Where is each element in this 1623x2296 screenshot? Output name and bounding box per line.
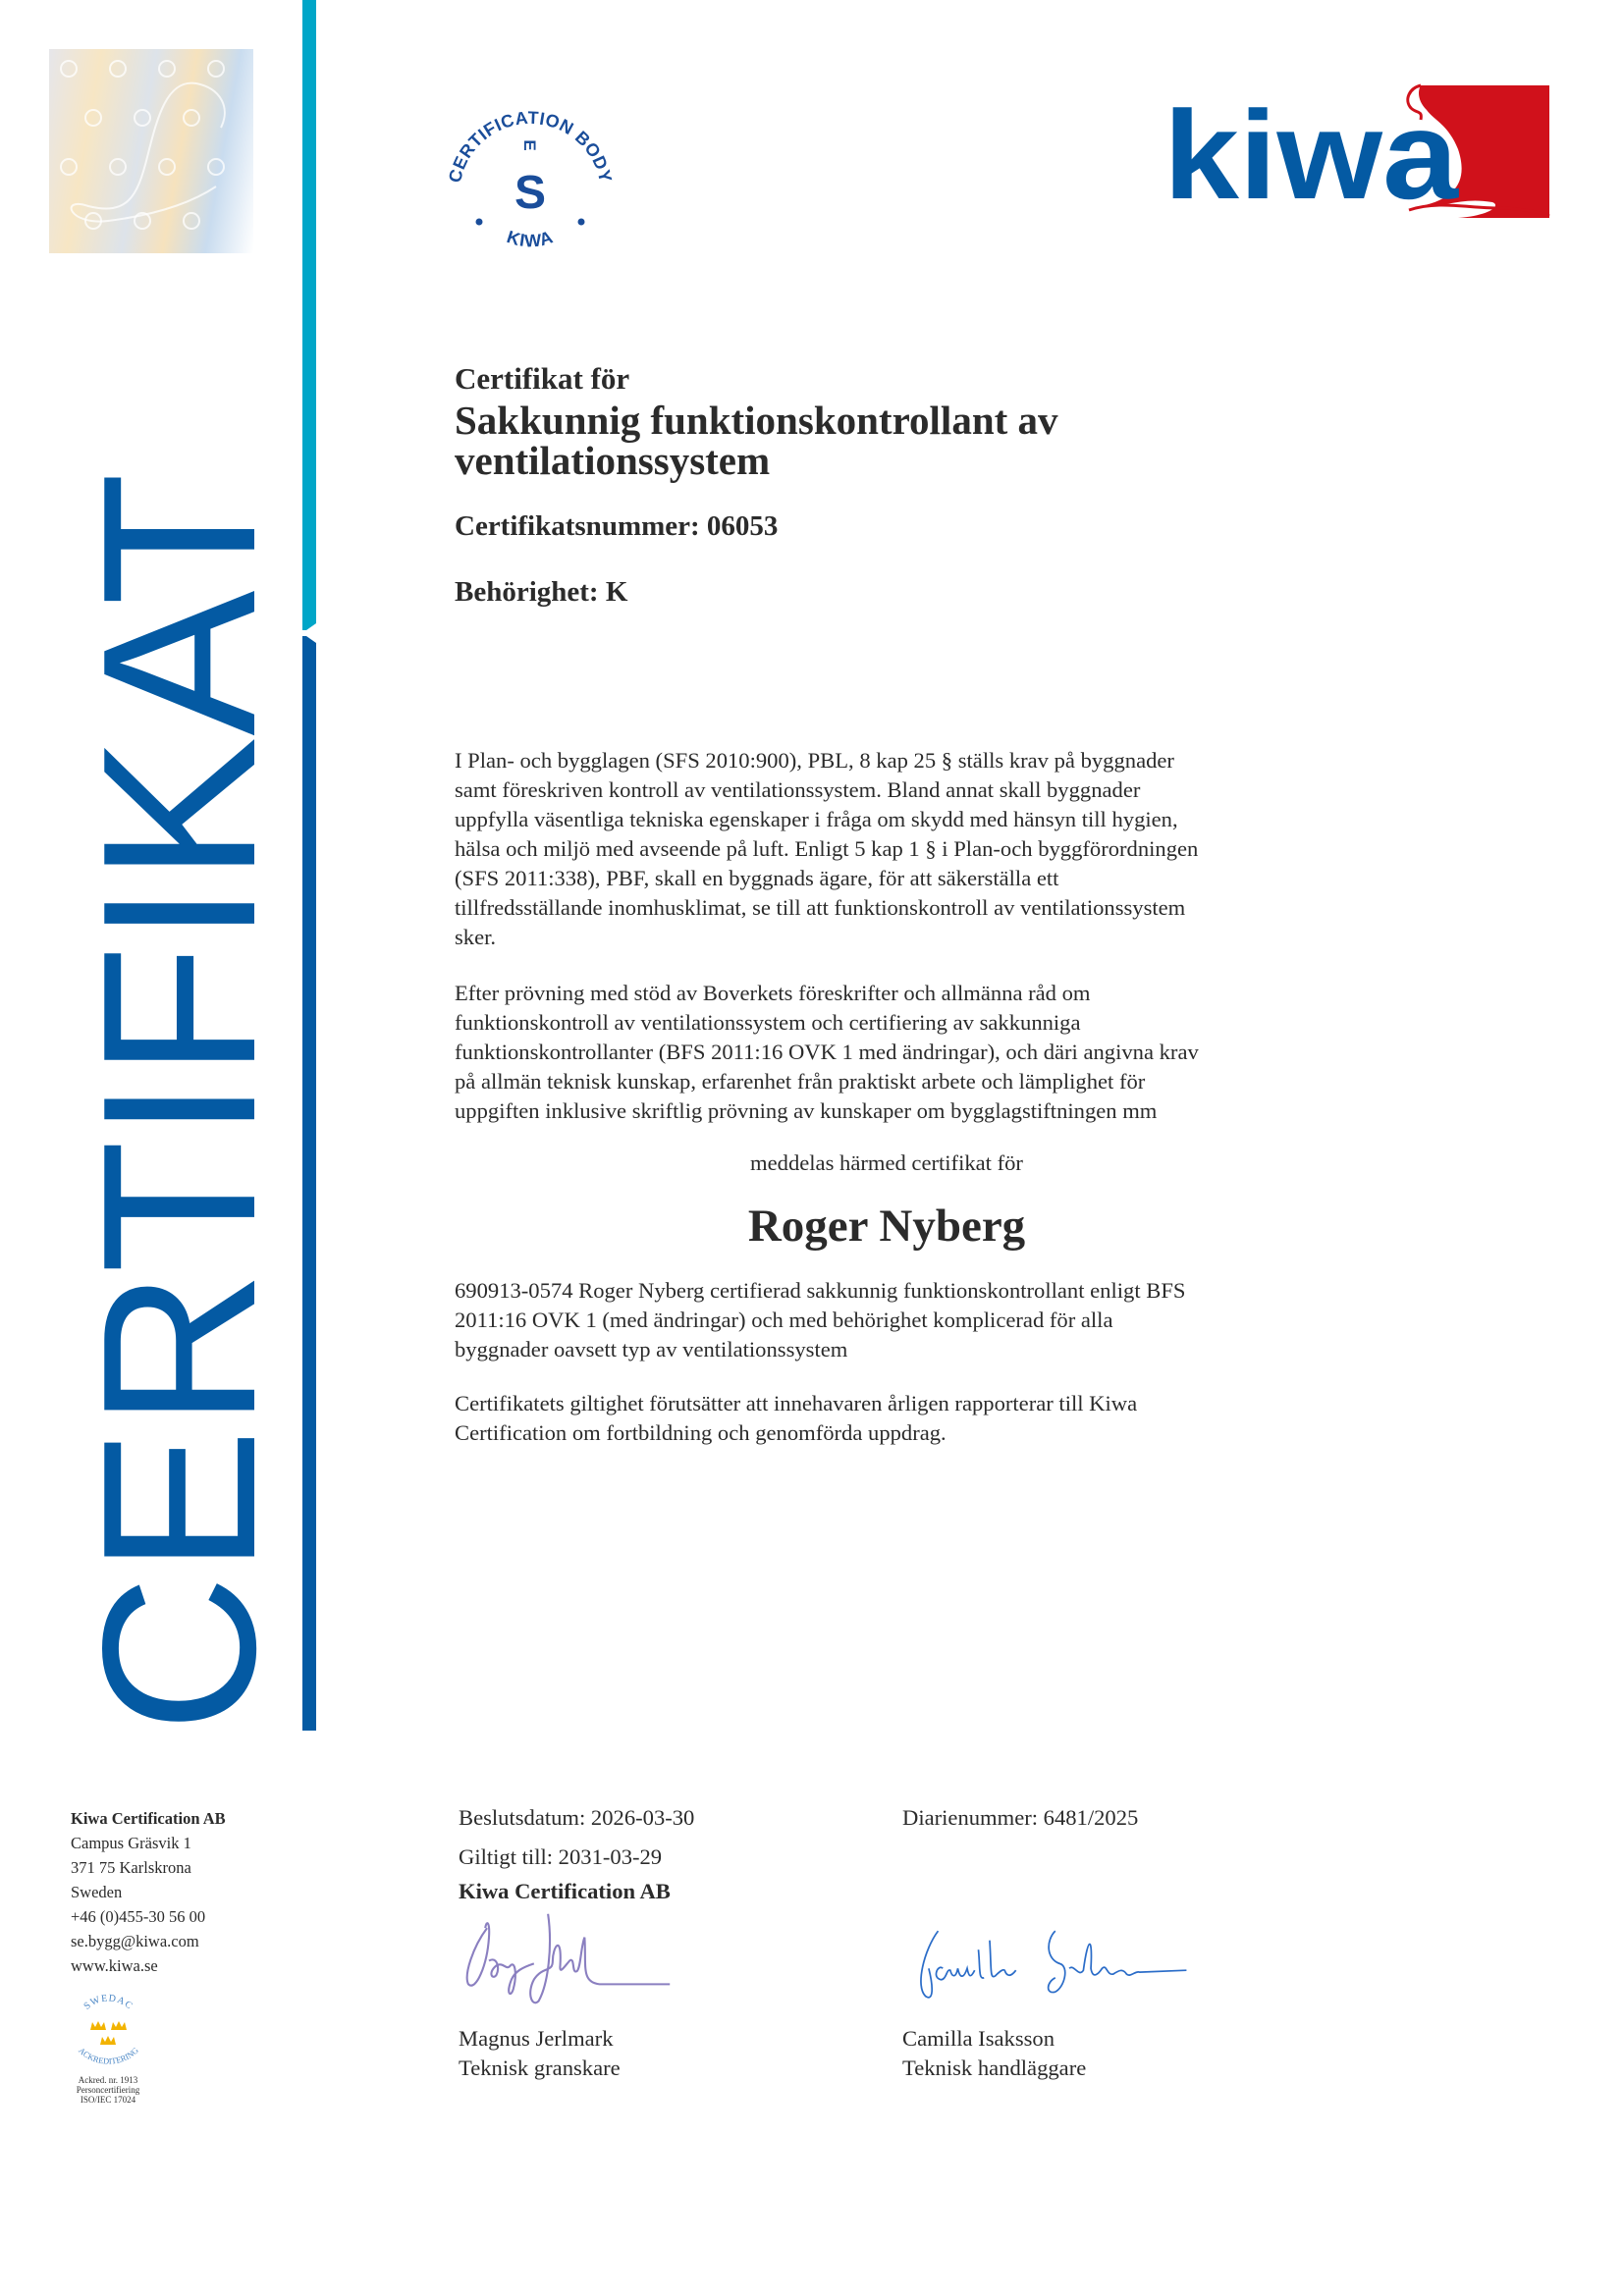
hereby-statement: meddelas härmed certifikat för [750,1150,1023,1175]
examination-paragraph [455,979,1338,1126]
paragraph-line: samt föreskriven kontroll av ventilationssystem. Bland annat skall byggnader [455,777,1141,802]
competence-level: Behörighet: K [455,576,628,608]
svg-text:ACKREDITERING [77,2046,140,2066]
certificate-holder-name: Roger Nyberg [747,1201,1026,1252]
address-line: Campus Gräsvik 1 [71,1834,191,1852]
decision-date: Beslutsdatum: 2026-03-30 [459,1805,695,1830]
certificate-title [455,400,1338,481]
vertical-accent-bar-teal [302,0,316,623]
valid-until-date: Giltigt till: 2031-03-29 [459,1844,663,1869]
postal-line: 371 75 Karlskrona [71,1858,191,1877]
legal-basis-paragraph [455,746,1338,952]
certificate-title-line: ventilationssystem [455,438,771,483]
sidebar-org-name: Kiwa Certification AB [71,1809,226,1828]
swedac-accreditation-logo [57,1993,160,2071]
certificate-number: Certifikatsnummer: 06053 [455,510,779,542]
paragraph-line: (SFS 2011:338), PBF, skall en byggnads ägare, för att säkerställa ett [455,866,1059,890]
paragraph-line: 690913-0574 Roger Nyberg certifierad sakkunnig funktionskontrollant enligt BFS [455,1278,1186,1303]
paragraph-line: uppfylla väsentliga tekniska egenskaper i fråga om skydd med hänsyn till hygien, [455,807,1178,831]
paragraph-line: Certifikatets giltighet förutsätter att innehavaren årligen rapporterar till Kiwa [455,1391,1138,1415]
paragraph-line: funktionskontrollanter (BFS 2011:16 OVK 1 med ändringar), och däri angivna krav [455,1040,1199,1064]
signature-camilla-isaksson [898,1912,1203,2015]
cert-for-label: Certifikat för [455,361,630,396]
sidebar-contact-block [71,1831,205,1978]
vertical-accent-bar-blue [302,643,316,1731]
validity-condition-paragraph [455,1389,1338,1448]
diary-number: Diarienummer: 6481/2025 [902,1805,1139,1830]
svg-text:KIWA [505,227,556,251]
swedac-ring-top: SWEDAC [81,1993,135,2012]
seal-ring-top-text: CERTIFICATION BODY [445,107,616,185]
paragraph-line: uppgiften inklusive skriftlig prövning av kunskaper om bygglagstiftningen mm [455,1098,1158,1123]
accreditation-standard: ISO/IEC 17024 [80,2095,136,2105]
holder-certification-paragraph [455,1276,1338,1364]
country-line: Sweden [71,1883,123,1901]
swedac-ring-bottom: ACKREDITERING [77,2045,140,2066]
accreditation-number: Ackred. nr. 1913 [78,2075,138,2085]
certification-body-seal-logo [442,86,619,258]
beaver-pattern-image [49,49,253,253]
paragraph-line: 2011:16 OVK 1 (med ändringar) och med behörighet komplicerad för alla [455,1308,1113,1332]
swedac-accreditation-text [54,2075,162,2105]
paragraph-line: på allmän teknisk kunskap, erfarenhet från praktiskt arbete och lämplighet för [455,1069,1146,1094]
paragraph-line: Efter prövning med stöd av Boverkets föreskrifter och allmänna råd om [455,981,1091,1005]
certificate-title-line: Sakkunnig funktionskontrollant av [455,398,1058,443]
signer-name: Camilla Isaksson [902,2026,1055,2051]
beaver-pattern-icon [49,49,253,253]
paragraph-line: I Plan- och bygglagen (SFS 2010:900), PBL, 8 kap 25 § ställs krav på byggnader [455,748,1174,773]
seal-dot-left [476,219,483,226]
website-link[interactable]: www.kiwa.se [71,1956,158,1975]
seal-center-letter: S [514,167,547,219]
phone-line: +46 (0)455-30 56 00 [71,1907,206,1926]
paragraph-line: sker. [455,925,497,949]
signer-role: Teknisk handläggare [902,2056,1087,2080]
three-crowns-icon [90,2021,127,2045]
signer-role: Teknisk granskare [459,2056,621,2080]
seal-dot-right [578,219,585,226]
paragraph-line: hälsa och miljö med avseende på luft. Enligt 5 kap 1 § i Plan-och byggförordningen [455,836,1199,861]
svg-text:SWEDAC [82,1993,135,2011]
kiwa-logo-text: kiwa [1163,85,1459,226]
signing-organization: Kiwa Certification AB [459,1879,671,1903]
paragraph-line: byggnader oavsett typ av ventilationssystem [455,1337,848,1362]
paragraph-line: tillfredsställande inomhusklimat, se till att funktionskontroll av ventilationssystem [455,895,1186,920]
accreditation-scope: Personcertifiering [76,2085,140,2095]
vertical-certifikat-title: CERTIFIKAT [58,471,301,1733]
kiwa-logo [1163,80,1561,228]
paragraph-line: Certification om fortbildning och genomförda uppdrag. [455,1420,947,1445]
signer-name: Magnus Jerlmark [459,2026,614,2051]
seal-ring-bottom-text: KIWA [504,227,557,251]
email-link[interactable]: se.bygg@kiwa.com [71,1932,199,1950]
signature-magnus-jerlmark [454,1909,689,2012]
paragraph-line: funktionskontroll av ventilationssystem och certifiering av sakkunniga [455,1010,1081,1035]
seal-crown-letter: E [520,139,539,151]
